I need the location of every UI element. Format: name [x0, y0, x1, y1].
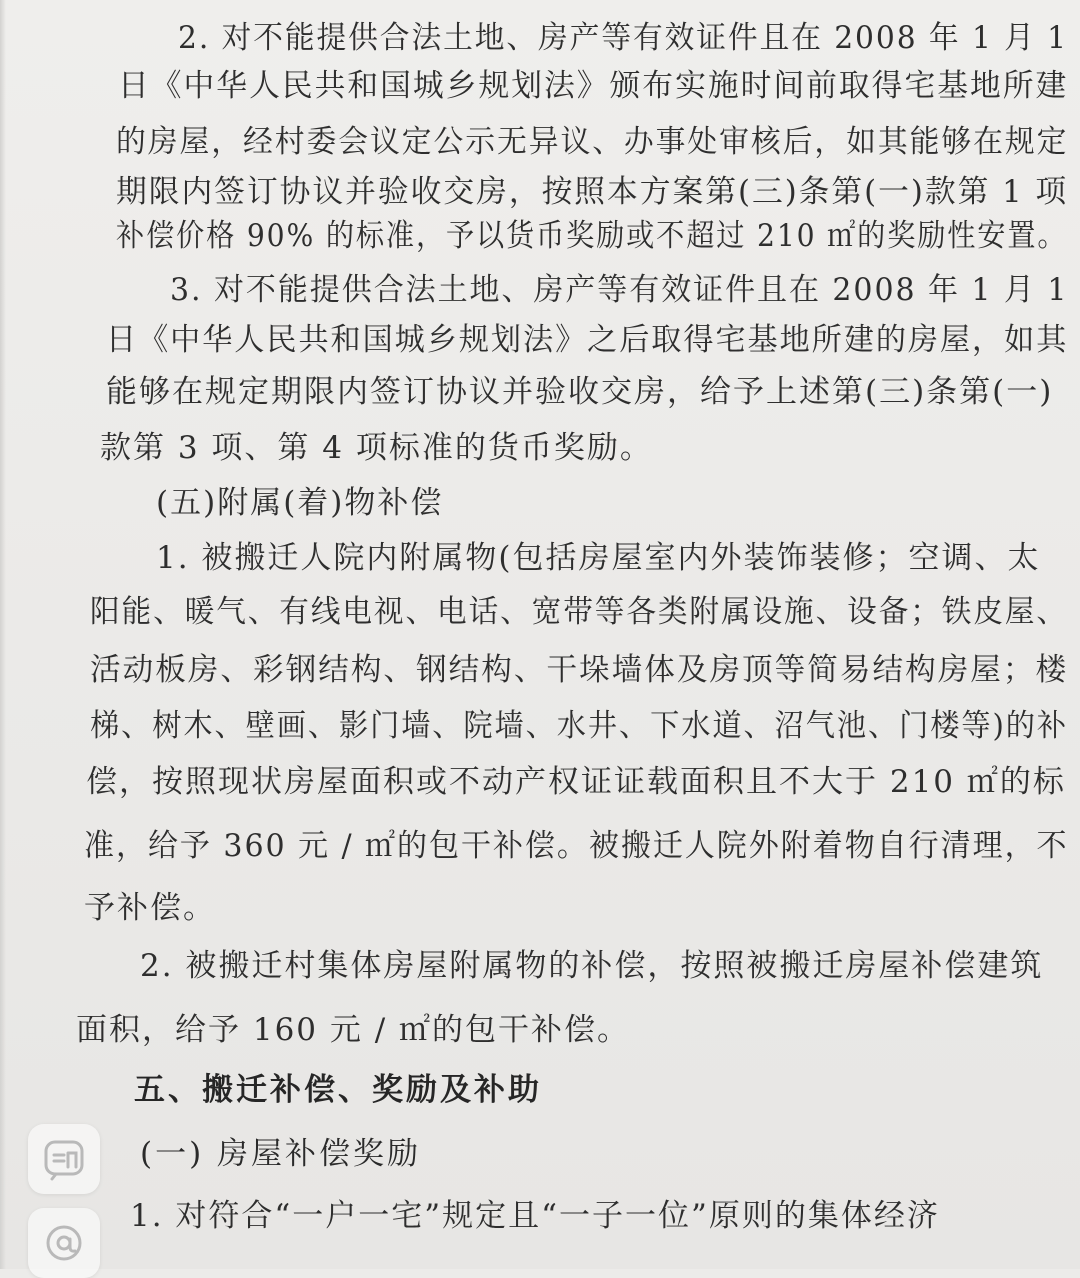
at-glyph-icon: [42, 1221, 86, 1265]
paragraph-line: 1. 被搬迁人院内附属物(包括房屋室内外装饰装修；空调、太: [156, 540, 1041, 576]
paragraph-line: 的房屋，经村委会议定公示无异议、办事处审核后，如其能够在规定: [116, 124, 1069, 160]
paragraph-line: 面积，给予 160 元 / ㎡的包干补偿。: [76, 1012, 631, 1048]
at-sign-icon[interactable]: [28, 1208, 100, 1278]
paragraph-line: 梯、树木、壁画、影门墙、院墙、水井、下水道、沼气池、门楼等)的补: [90, 708, 1068, 744]
paragraph-line: 活动板房、彩钢结构、钢结构、干垛墙体及房顶等简易结构房屋；楼: [90, 652, 1069, 688]
section-subtitle: (五)附属(着)物补偿: [156, 485, 444, 521]
paragraph-line: 补偿价格 90% 的标准，予以货币奖励或不超过 210 ㎡的奖励性安置。: [116, 218, 1068, 254]
paragraph-line: 准，给予 360 元 / ㎡的包干补偿。被搬迁人院外附着物自行清理，不: [84, 828, 1069, 864]
paragraph-line: 款第 3 项、第 4 项标准的货币奖励。: [100, 430, 653, 466]
paragraph-line: 偿，按照现状房屋面积或不动产权证证载面积且不大于 210 ㎡的标: [86, 764, 1066, 800]
section-heading: 五、搬迁补偿、奖励及补助: [134, 1072, 542, 1108]
paragraph-line: 1. 对符合“一户一宅”规定且“一子一位”原则的集体经济: [130, 1198, 940, 1234]
dictionary-app-icon[interactable]: [28, 1124, 100, 1194]
paragraph-line: 2. 对不能提供合法土地、房产等有效证件且在 2008 年 1 月 1: [178, 20, 1068, 56]
paragraph-line: 日《中华人民共和国城乡规划法》颁布实施时间前取得宅基地所建: [118, 68, 1069, 104]
paragraph-line: 2. 被搬迁村集体房屋附属物的补偿，按照被搬迁房屋补偿建筑: [140, 948, 1044, 984]
paragraph-line: 3. 对不能提供合法土地、房产等有效证件且在 2008 年 1 月 1: [170, 272, 1069, 308]
paragraph-line: 阳能、暖气、有线电视、电话、宽带等各类附属设施、设备；铁皮屋、: [90, 594, 1068, 630]
paragraph-line: 能够在规定期限内签订协议并验收交房，给予上述第(三)条第(一): [106, 374, 1054, 410]
subsection-heading: (一) 房屋补偿奖励: [140, 1136, 422, 1172]
paragraph-line: 期限内签订协议并验收交房，按照本方案第(三)条第(一)款第 1 项: [116, 174, 1069, 210]
dictionary-glyph-icon: [42, 1137, 86, 1181]
paragraph-line: 予补偿。: [84, 890, 216, 926]
page-edge-shadow: [0, 0, 6, 1269]
paragraph-line: 日《中华人民共和国城乡规划法》之后取得宅基地所建的房屋，如其: [106, 322, 1069, 358]
